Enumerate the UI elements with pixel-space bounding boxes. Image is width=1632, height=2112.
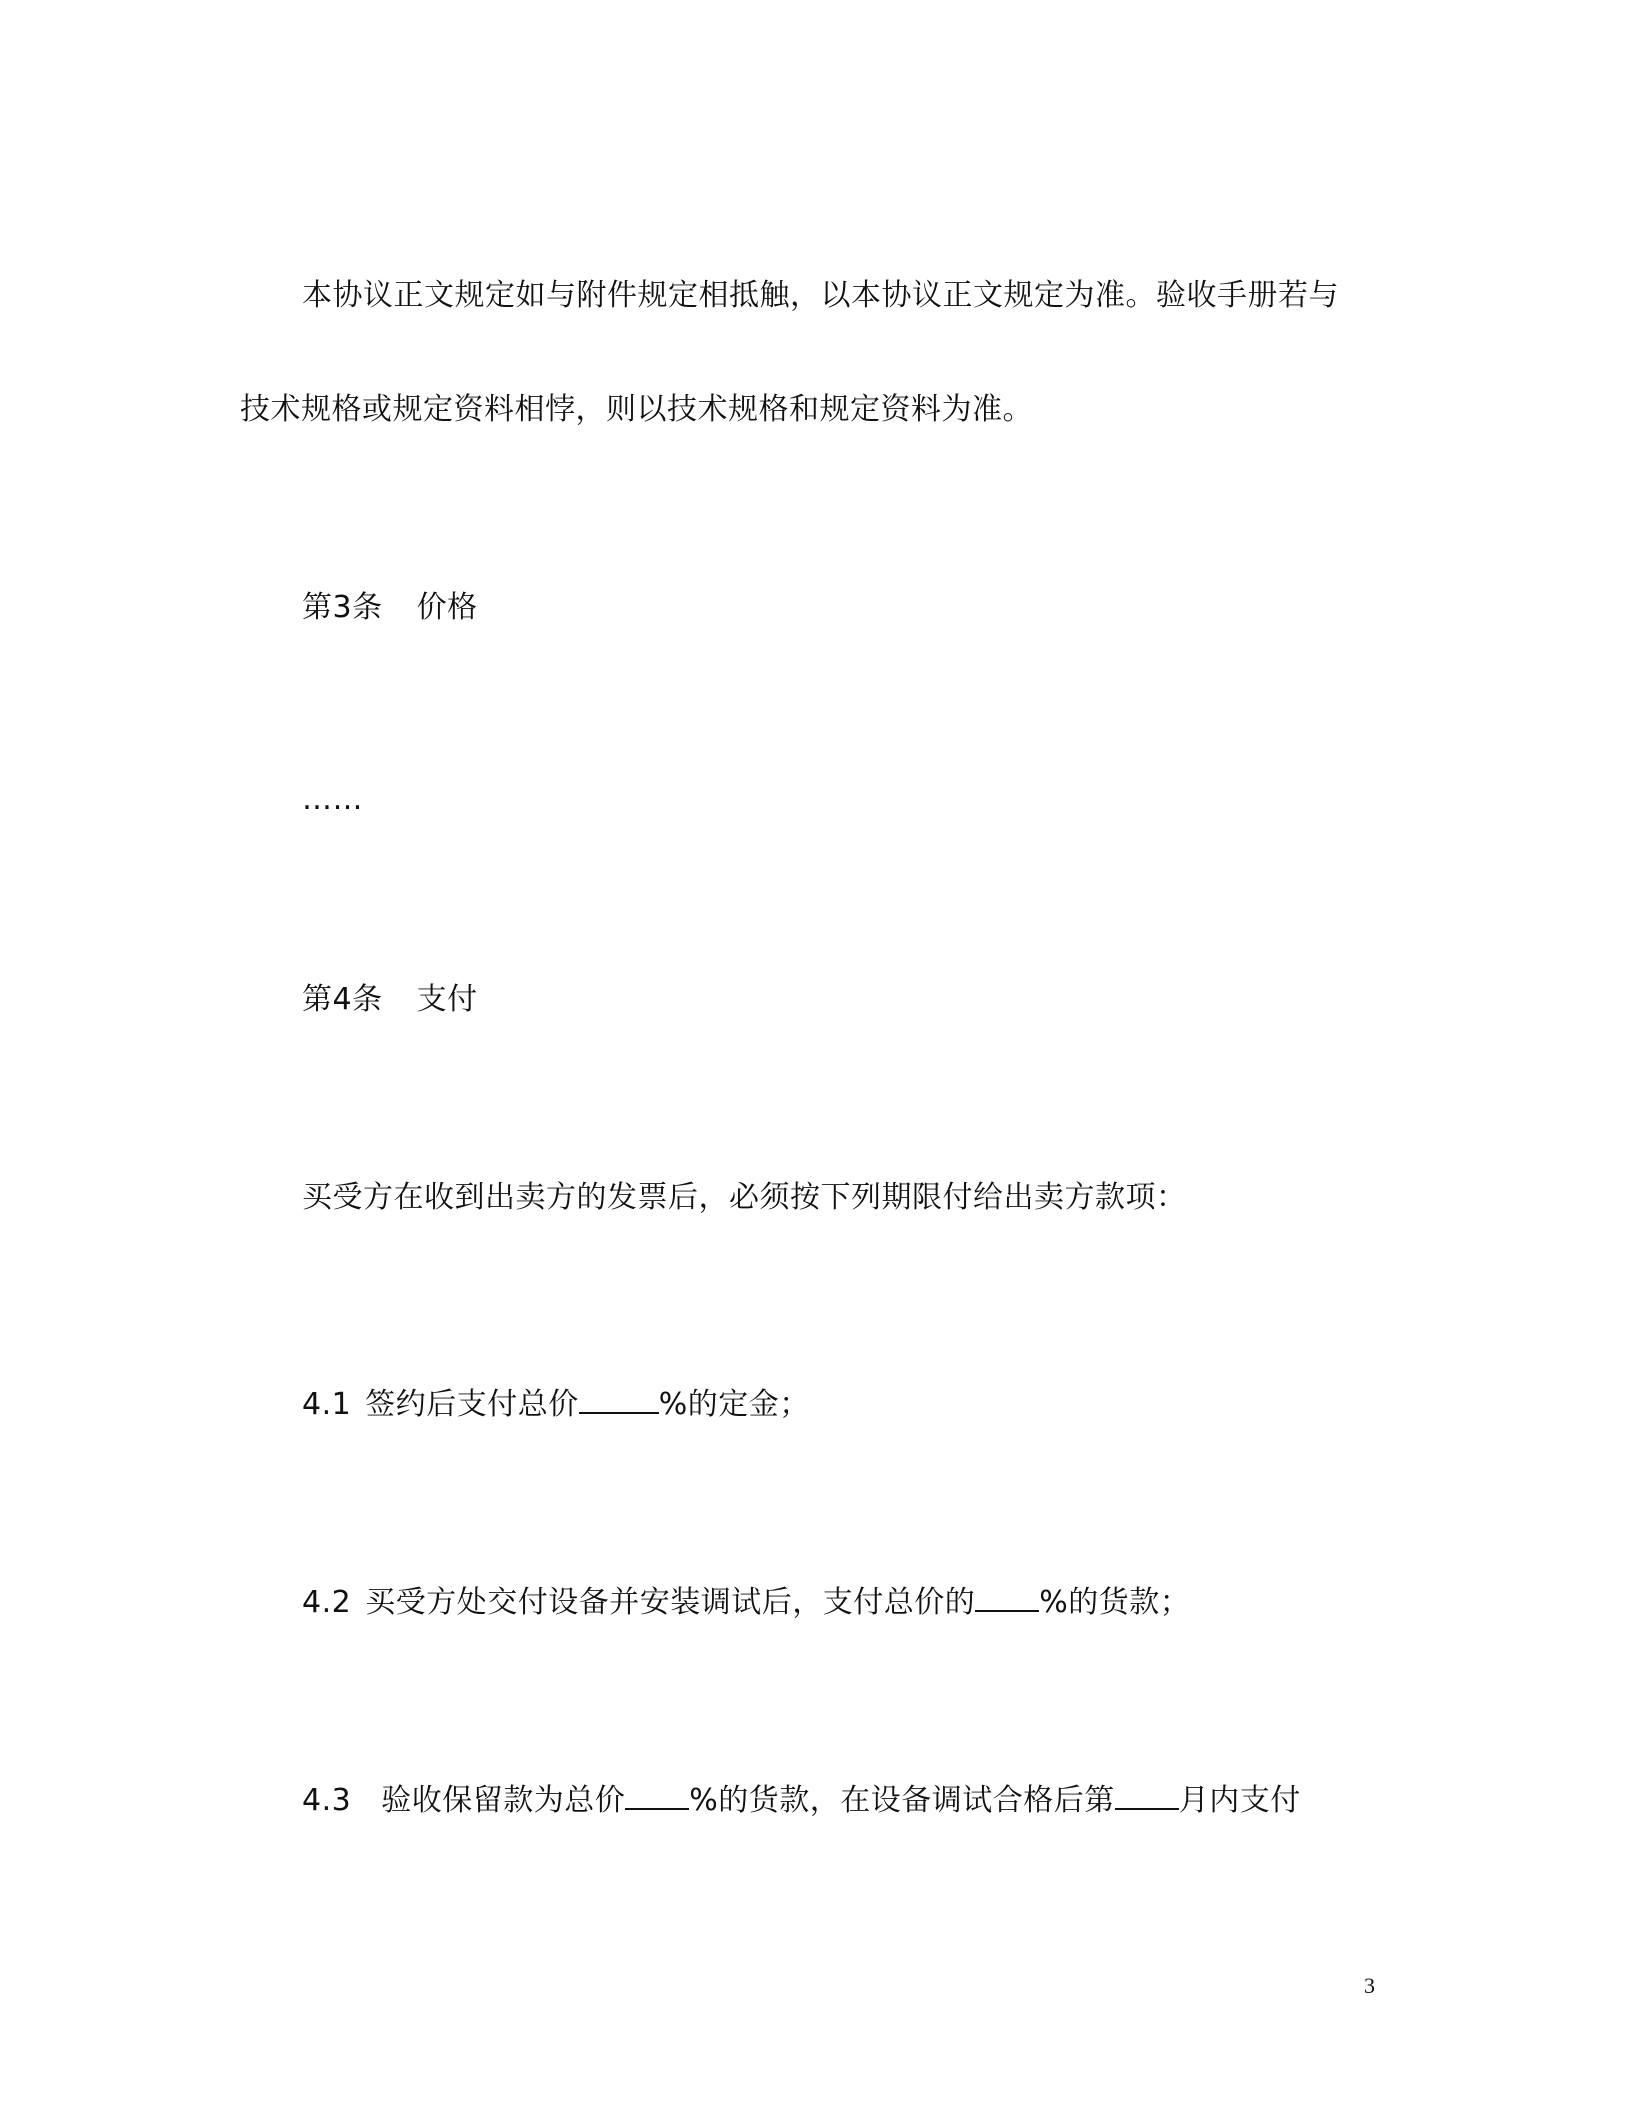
- paragraph-line: [240, 388, 1033, 432]
- article-number: 第4条: [302, 982, 383, 1017]
- clause-4-1: [302, 1378, 810, 1427]
- clause-text-before: 签约后支付总价: [365, 1387, 579, 1422]
- ellipsis-text: ……: [302, 782, 363, 817]
- paragraph-line: [302, 274, 1339, 318]
- fill-in-blank[interactable]: [625, 1774, 689, 1810]
- paragraph-text: 本协议正文规定如与附件规定相抵触，以本协议正文规定为准。验收手册若与: [302, 278, 1339, 313]
- clause-number: 4.1: [302, 1387, 352, 1422]
- clause-number: 4.3: [302, 1783, 352, 1818]
- page-number: 3: [1364, 1973, 1375, 1998]
- clause-text-after: %的货款；: [1039, 1585, 1191, 1620]
- clause-text-before: 验收保留款为总价: [381, 1783, 626, 1818]
- paragraph-text: 技术规格或规定资料相悖，则以技术规格和规定资料为准。: [240, 392, 1033, 427]
- clause-4-3: [302, 1774, 1301, 1823]
- article-number: 第3条: [302, 590, 383, 625]
- article-title: 支付: [416, 982, 478, 1017]
- article-title: 价格: [416, 590, 478, 625]
- clause-text-after: 月内支付: [1178, 1783, 1301, 1818]
- article-4-intro: [302, 1176, 1187, 1220]
- clause-text-middle: %的货款，在设备调试合格后第: [689, 1783, 1115, 1818]
- intro-text: 买受方在收到出卖方的发票后，必须按下列期限付给出卖方款项：: [302, 1180, 1187, 1215]
- clause-text-before: 买受方处交付设备并安装调试后，支付总价的: [365, 1585, 976, 1620]
- article-4-heading: [302, 978, 478, 1022]
- clause-number: 4.2: [302, 1585, 352, 1620]
- fill-in-blank[interactable]: [1115, 1774, 1179, 1810]
- ellipsis-line: [302, 778, 363, 822]
- fill-in-blank[interactable]: [975, 1576, 1039, 1612]
- fill-in-blank[interactable]: [579, 1378, 659, 1414]
- article-3-heading: [302, 586, 478, 630]
- clause-4-2: [302, 1576, 1190, 1625]
- clause-text-after: %的定金；: [658, 1387, 810, 1422]
